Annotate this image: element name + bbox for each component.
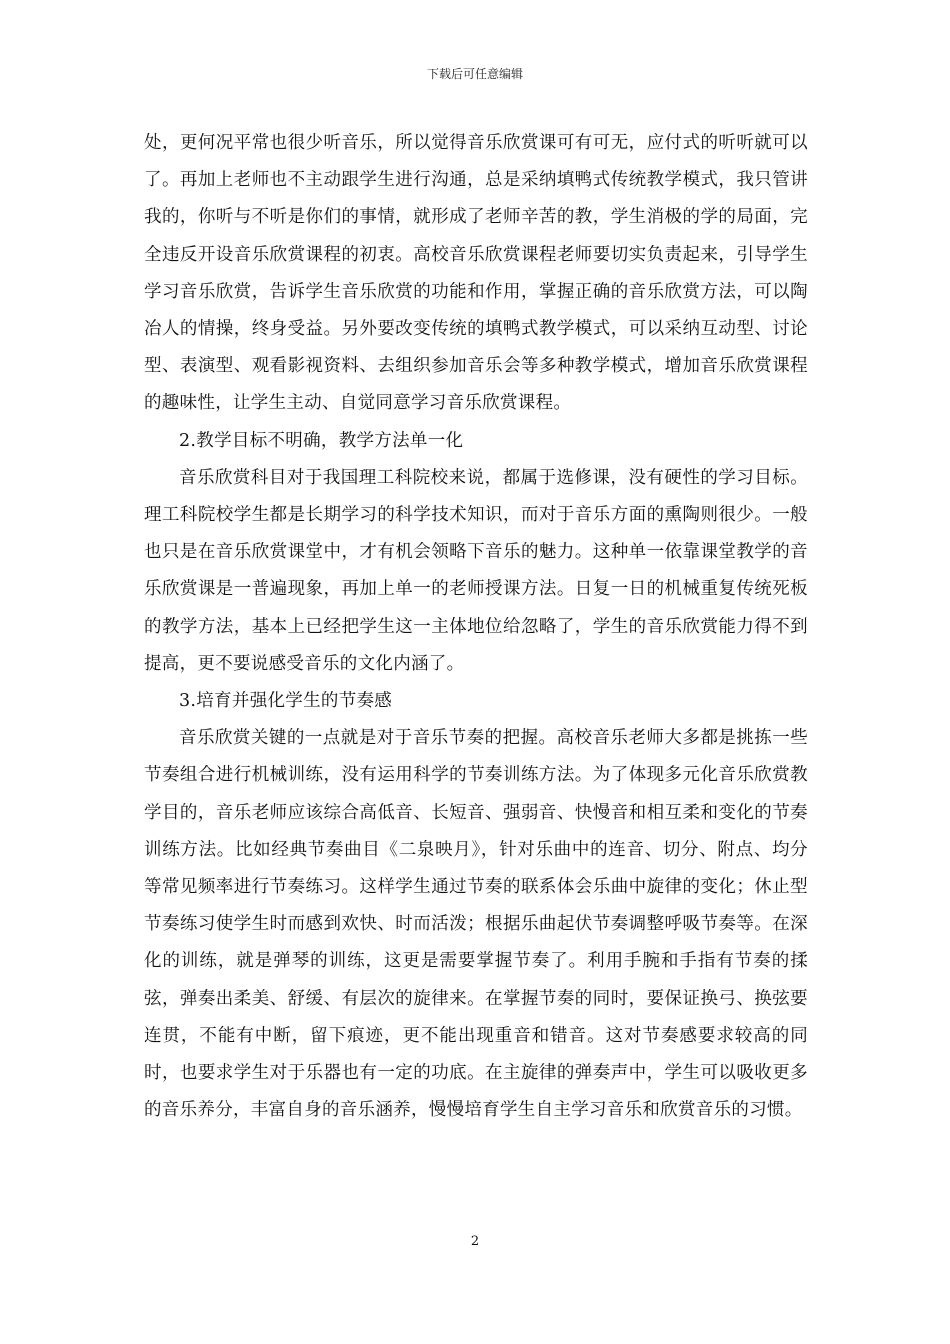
page-header-note: 下载后可任意编辑 <box>426 67 523 81</box>
paragraph-continuation: 处，更何况平常也很少听音乐，所以觉得音乐欣赏课可有可无，应付式的听听就可以了。再加上老师也不主动跟学生进行沟通，总是采纳填鸭式传统教学模式，我只管讲我的，你听与不听是你们的事情，就形成了老师辛苦的教，学生消极的学的局面，完全违反开设音乐欣赏课程的初衷。高校音乐欣赏课程老师要切实负责起来，引导学生学习音乐欣赏，告诉学生音乐欣赏的功能和作用，掌握正确的音乐欣赏方法，可以陶冶人的情操，终身受益。另外要改变传统的填鸭式教学模式，可以采纳互动型、讨论型、表演型、观看影视资料、去组织参加音乐会等多种教学模式，增加音乐欣赏课程的趣味性，让学生主动、自觉同意学习音乐欣赏课程。 <box>144 133 808 414</box>
section-heading-3: 3.培育并强化学生的节奏感 <box>179 691 393 712</box>
page-number: 2 <box>470 1234 480 1249</box>
document-body <box>144 125 808 1129</box>
paragraph-section-2: 音乐欣赏科目对于我国理工科院校来说，都属于选修课，没有硬性的学习目标。理工科院校学生都是长期学习的科学技术知识，而对于音乐方面的熏陶则很少。一般也只是在音乐欣赏课堂中，才有机会领略下音乐的魅力。这种单一依靠课堂教学的音乐欣赏课是一普遍现象，再加上单一的老师授课方法。日复一日的机械重复传统死板的教学方法，基本上已经把学生这一主体地位给忽略了，学生的音乐欣赏能力得不到提高，更不要说感受音乐的文化内涵了。 <box>144 467 808 674</box>
paragraph-section-3: 音乐欣赏关键的一点就是对于音乐节奏的把握。高校音乐老师大多都是挑拣一些节奏组合进行机械训练，没有运用科学的节奏训练方法。为了体现多元化音乐欣赏教学目的，音乐老师应该综合高低音、长短音、强弱音、快慢音和相互柔和变化的节奏训练方法。比如经典节奏曲目《二泉映月》，针对乐曲中的连音、切分、附点、均分等常见频率进行节奏练习。这样学生通过节奏的联系体会乐曲中旋律的变化；休止型节奏练习使学生时而感到欢快、时而活泼；根据乐曲起伏节奏调整呼吸节奏等。在深化的训练，就是弹琴的训练，这更是需要掌握节奏了。利用手腕和手指有节奏的揉弦，弹奏出柔美、舒缓、有层次的旋律来。在掌握节奏的同时，要保证换弓、换弦要连贯，不能有中断，留下痕迹，更不能出现重音和错音。这对节奏感要求较高的同时，也要求学生对于乐器也有一定的功底。在主旋律的弹奏声中，学生可以吸收更多的音乐养分，丰富自身的音乐涵养，慢慢培育学生自主学习音乐和欣赏音乐的习惯。 <box>144 728 808 1121</box>
section-heading-2: 2.教学目标不明确，教学方法单一化 <box>179 430 464 451</box>
